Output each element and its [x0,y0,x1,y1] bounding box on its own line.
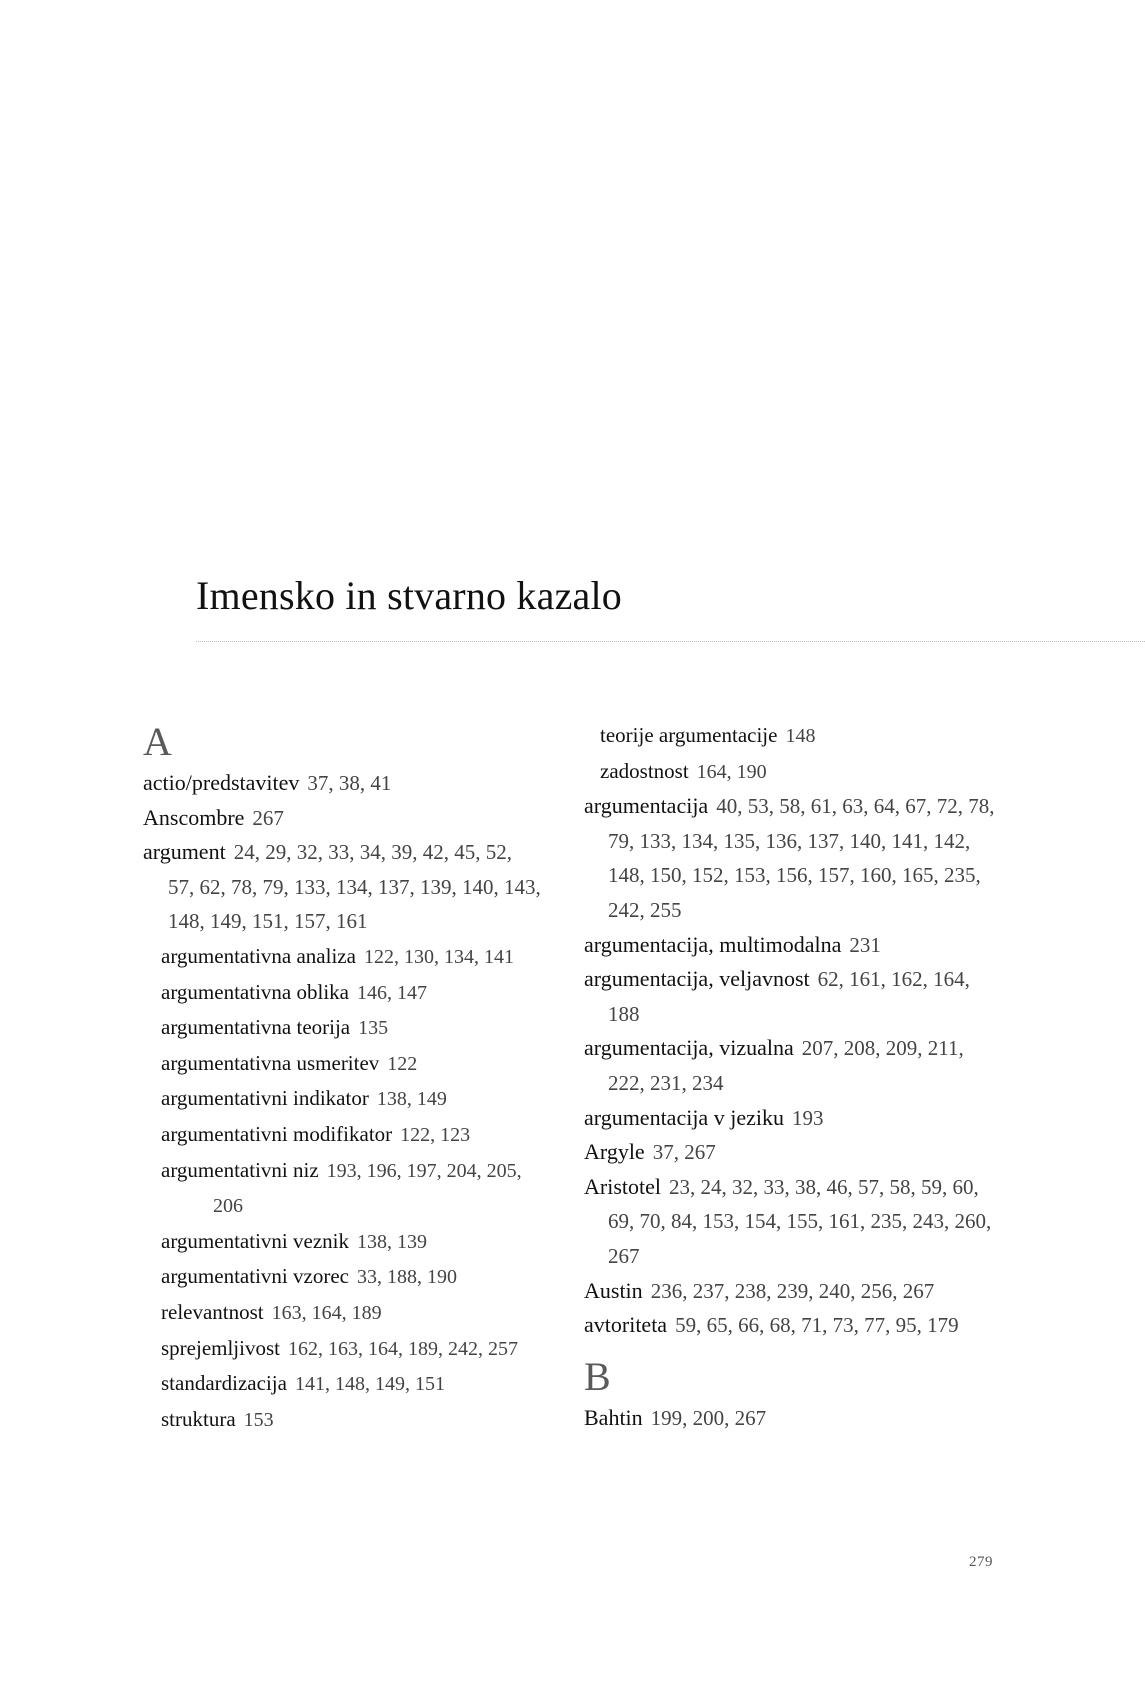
index-subentry [143,1366,543,1402]
index-entry [584,1101,1004,1136]
entry-term: Austin [584,1277,643,1303]
entry-pages: 199, 200, 267 [650,1405,767,1430]
index-entry [584,928,1004,963]
entry-term: argumentativni niz [161,1157,319,1182]
entry-term: relevantnost [161,1299,264,1324]
index-entry [584,1031,1004,1100]
index-subentry [143,1331,543,1367]
entry-term: argumentacija v jeziku [584,1104,784,1130]
title-divider [196,641,1145,642]
entry-term: teorije argumentacije [600,723,778,747]
index-subentry [584,718,1004,754]
index-subentry [143,1224,543,1260]
entry-term: argument [143,839,226,865]
entry-term: argumentativni modifikator [161,1121,393,1146]
index-entry [143,766,543,801]
entry-pages: 146, 147 [356,981,427,1004]
entry-term: argumentacija, vizualna [584,1035,794,1061]
entry-pages: 37, 38, 41 [307,771,392,795]
index-entry [584,1401,1004,1436]
index-entry [584,962,1004,1031]
index-subentry [143,1081,543,1117]
entry-term: Bahtin [584,1404,643,1430]
index-subentry [143,1402,543,1438]
entry-pages: 193 [791,1105,824,1130]
entry-pages: 59, 65, 66, 68, 71, 73, 77, 95, 179 [675,1313,959,1338]
entry-term: argumentativna teorija [161,1015,351,1040]
entry-pages: 138, 139 [356,1230,427,1253]
entry-pages: 23, 24, 32, 33, 38, 46, 57, 58, 59, 60, 69, 70, 84, 153, 154, 155, 161, 235, 243, 260, 267 [608,1174,992,1268]
entry-pages: 122 [387,1052,418,1075]
index-subentry [143,1259,543,1295]
index-subentry [143,1153,543,1224]
entry-term: avtoriteta [584,1312,668,1338]
entry-pages: 62, 161, 162, 164, 188 [608,967,970,1026]
entry-pages: 162, 163, 164, 189, 242, 257 [288,1337,518,1360]
index-subentry [584,754,1004,790]
entry-pages: 24, 29, 32, 33, 34, 39, 42, 45, 52, 57, 62, 78, 79, 133, 134, 137, 139, 140, 143, 148, 149, 151, 157, 161 [168,840,541,934]
section-letter-b: B [584,1353,611,1399]
entry-term: struktura [161,1406,236,1431]
entry-term: Anscombre [143,804,245,830]
index-column-right [584,718,1004,1435]
entry-term: Aristotel [584,1173,661,1199]
entry-pages: 148 [785,725,816,747]
entry-pages: 33, 188, 190 [356,1266,457,1289]
index-entry [143,801,543,836]
entry-pages: 122, 130, 134, 141 [363,945,514,968]
entry-pages: 163, 164, 189 [271,1301,382,1324]
index-column-left [143,718,543,1437]
entry-term: argumentacija, veljavnost [584,966,810,992]
entry-pages: 231 [849,932,881,957]
index-entry [584,1274,1004,1309]
entry-term: argumentacija, multimodalna [584,931,842,957]
entry-term: zadostnost [600,758,689,783]
entry-pages: 135 [358,1017,389,1040]
entry-term: argumentativna analiza [161,943,356,968]
index-subentry [143,1010,543,1046]
entry-pages: 141, 148, 149, 151 [294,1373,445,1396]
entry-pages: 267 [252,805,284,830]
index-subentry [143,1117,543,1153]
index-entry [584,1308,1004,1343]
entry-pages: 138, 149 [376,1088,447,1111]
entry-term: sprejemljivost [161,1335,280,1360]
index-subentry [143,939,543,975]
entry-term: Argyle [584,1139,645,1165]
entry-pages: 37, 267 [652,1140,716,1165]
index-subentry [143,1295,543,1331]
page-title: Imensko in stvarno kazalo [196,573,622,618]
entry-term: argumentacija [584,793,709,819]
entry-term: actio/predstavitev [143,770,300,795]
entry-term: argumentativni vzorec [161,1264,349,1289]
entry-pages: 153 [243,1408,274,1431]
entry-pages: 164, 190 [696,760,767,783]
entry-term: argumentativna oblika [161,979,349,1004]
entry-pages: 193, 196, 197, 204, 205, 206 [213,1159,522,1218]
entry-pages: 236, 237, 238, 239, 240, 256, 267 [650,1278,935,1303]
entry-pages: 207, 208, 209, 211, 222, 231, 234 [608,1036,964,1095]
entry-pages: 40, 53, 58, 61, 63, 64, 67, 72, 78, 79, 133, 134, 135, 136, 137, 140, 141, 142, 148, 150, 152, 153, 156, 157, 160, 165, 235, 242, 255 [608,794,995,922]
entry-term: argumentativna usmeritev [161,1050,380,1075]
index-entry [584,1170,1004,1274]
entry-term: argumentativni veznik [161,1228,349,1253]
section-letter-a: A [143,719,172,764]
page-number: 279 [969,1554,993,1570]
index-subentry [143,975,543,1011]
index-subentry [143,1046,543,1082]
index-entry [143,835,543,939]
entry-term: argumentativni indikator [161,1086,369,1111]
entry-term: standardizacija [161,1371,287,1396]
index-entry [584,1135,1004,1170]
index-entry [584,789,1004,927]
entry-pages: 122, 123 [400,1123,471,1146]
